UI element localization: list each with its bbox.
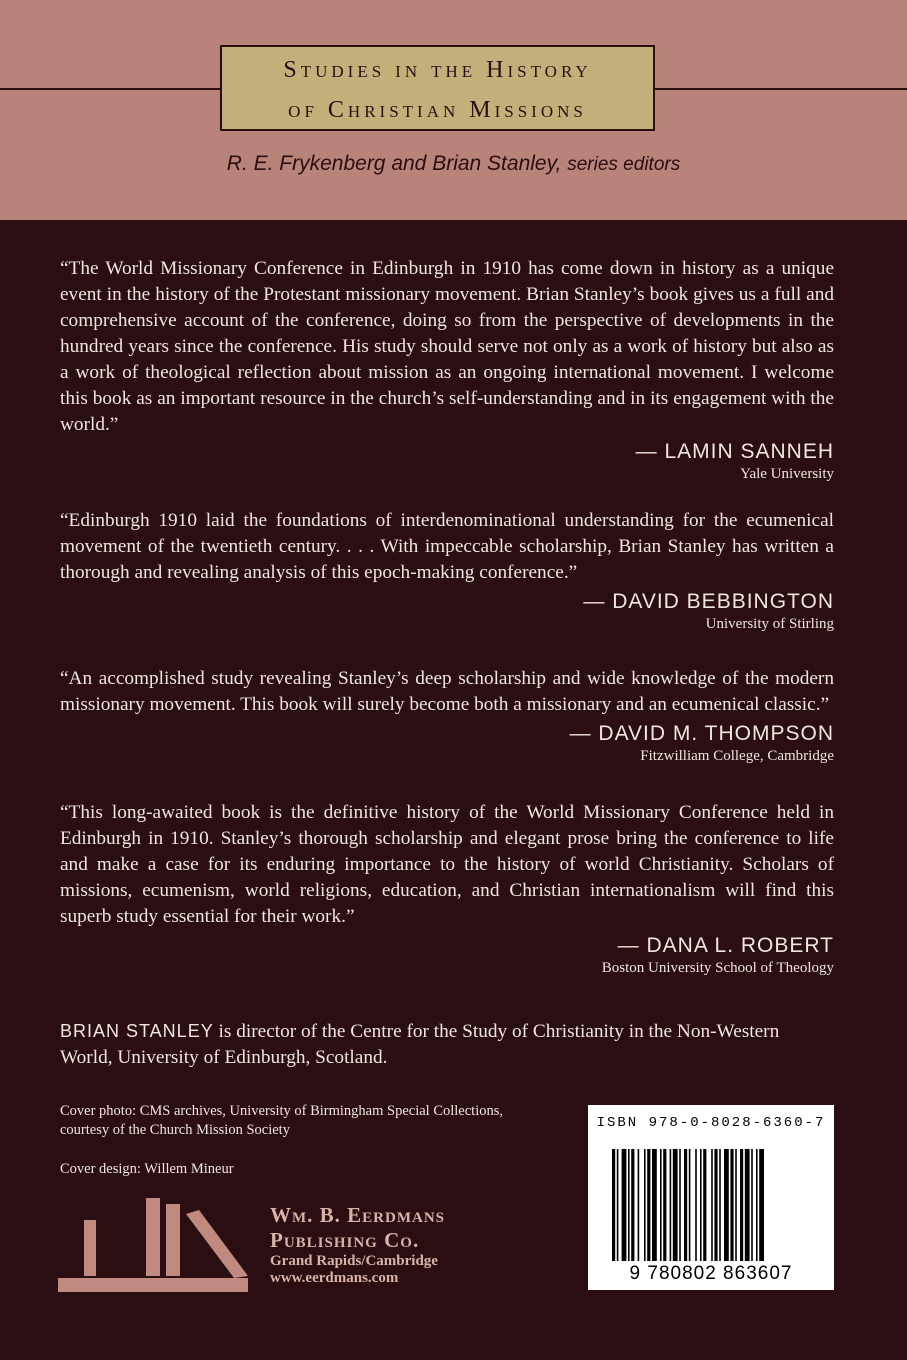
quote-author: — DAVID M. THOMPSON — [569, 722, 834, 745]
series-editors-names: R. E. Frykenberg and Brian Stanley, — [226, 152, 562, 175]
series-title-box — [220, 45, 655, 131]
series-title-line1: Studies in the History — [283, 57, 592, 83]
barcode-box — [588, 1105, 834, 1290]
author-bio-text: is director of the Centre for the Study of Christianity in the Non-Western World, University of Edinburgh, Scotland. — [60, 1021, 780, 1068]
isbn-text: ISBN 978-0-8028-6360-7 — [596, 1115, 826, 1131]
publisher-name-line1: Wm. B. Eerdmans — [270, 1203, 446, 1227]
quote-text: “The World Missionary Conference in Edinburgh in 1910 has come down in history as a unique event in the history of the Protestant missionary movement. Brian Stanley’s book gives us a full and comprehensive account of the conference, doing so from the perspective of developments in the hundred years since the conference. His study should serve not only as a work of history but also as a work of theological reflection about mission as an ongoing international movement. I welcome this book as an important resource in the church’s self-understanding and in its engagement with the world.” — [60, 258, 834, 435]
endorsement-4 — [60, 800, 834, 977]
publisher-block — [270, 1203, 445, 1287]
endorsement-1 — [60, 256, 834, 483]
barcode-number: 9 780802 863607 — [629, 1263, 793, 1284]
quote-text: “Edinburgh 1910 laid the foundations of interdenominational understanding for the ecumenical movement of the twentieth century. . . . With impeccable scholarship, Brian Stanley has written a thorough and revealing analysis of this epoch-making conference.” — [60, 510, 834, 583]
quote-author: — DANA L. ROBERT — [617, 934, 834, 957]
series-title-line2: of Christian Missions — [288, 97, 587, 123]
quote-text: “This long-awaited book is the definitive history of the World Missionary Conference held in Edinburgh in 1910. Stanley’s thorough scholarship and elegant prose bring the conference to life and make a case for its enduring importance to the history of world Christianity. Scholars of missions, ecumenism, world religions, education, and Christian internationalism will find this superb study essential for their work.” — [60, 802, 834, 927]
quote-affiliation: Fitzwilliam College, Cambridge — [640, 748, 834, 764]
endorsement-3 — [60, 666, 834, 765]
series-editors-role: series editors — [567, 154, 681, 175]
quote-author: — LAMIN SANNEH — [635, 440, 834, 463]
cover-photo-credit-line1: Cover photo: CMS archives, University of Birmingham Special Collections, — [60, 1103, 504, 1119]
publisher-url: www.eerdmans.com — [270, 1270, 399, 1286]
cover-design-credit: Cover design: Willem Mineur — [60, 1161, 234, 1177]
series-editors — [0, 152, 907, 176]
publisher-name-line2: Publishing Co. — [270, 1228, 420, 1252]
cover-photo-credit-line2: courtesy of the Church Mission Society — [60, 1122, 290, 1138]
author-name: BRIAN STANLEY — [60, 1021, 214, 1041]
cover-photo-credit — [60, 1102, 503, 1140]
publisher-city: Grand Rapids/Cambridge — [270, 1253, 438, 1269]
endorsement-2 — [60, 508, 834, 633]
publisher-logo-icon — [58, 1190, 258, 1296]
author-bio — [60, 1018, 834, 1071]
barcode-icon — [612, 1149, 812, 1261]
quote-affiliation: University of Stirling — [705, 616, 834, 632]
quote-affiliation: Yale University — [740, 466, 834, 482]
quote-author: — DAVID BEBBINGTON — [583, 590, 834, 613]
quote-text: “An accomplished study revealing Stanley’s deep scholarship and wide knowledge of the modern missionary movement. This book will surely become both a missionary and an ecumenical classic.” — [60, 668, 834, 715]
quote-affiliation: Boston University School of Theology — [601, 960, 834, 976]
